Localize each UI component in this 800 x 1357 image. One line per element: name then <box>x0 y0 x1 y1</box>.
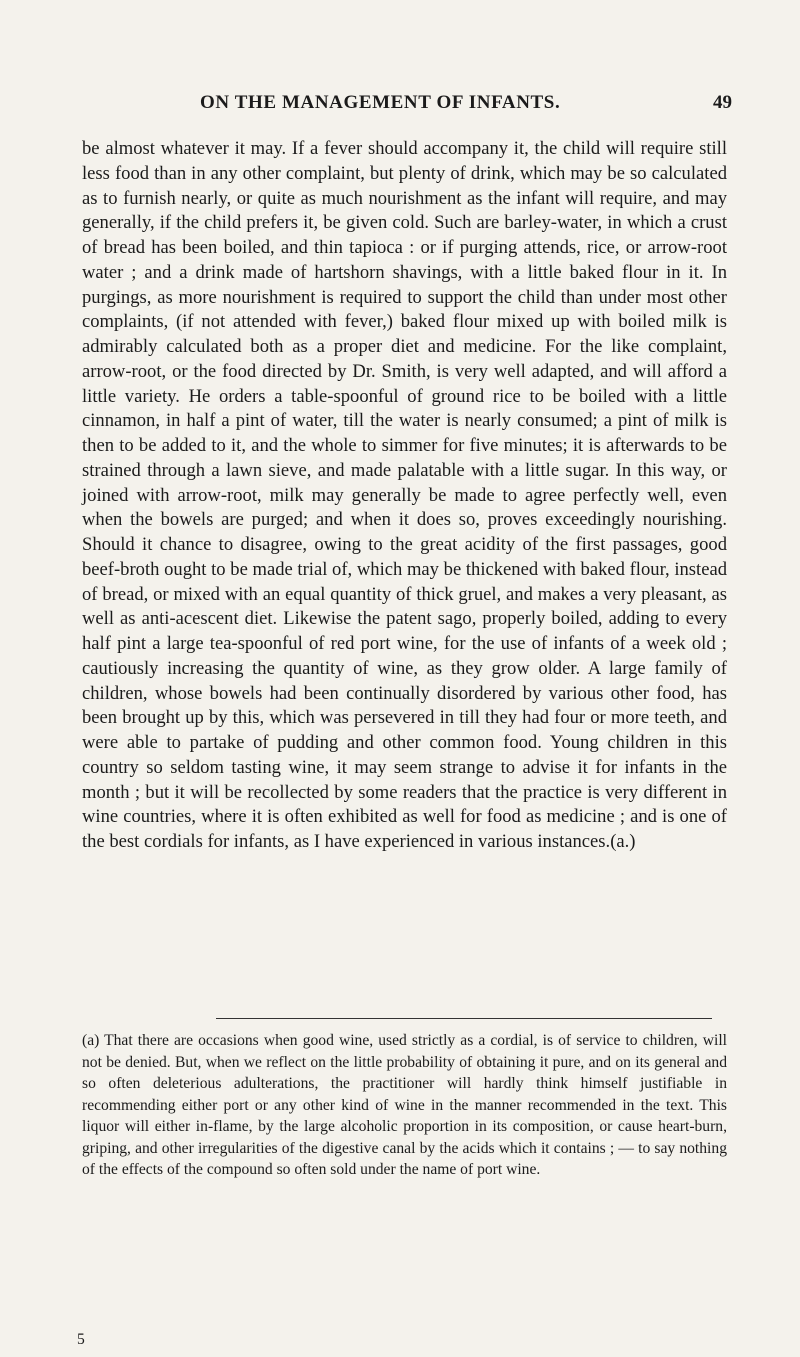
page-number: 49 <box>713 92 732 113</box>
footnote-divider <box>216 1018 712 1019</box>
running-head: ON THE MANAGEMENT OF INFANTS. <box>200 92 561 113</box>
footnote: (a) That there are occasions when good wine, used strictly as a cordial, is of service to children, will not be denied. But, when we reflect on the little probability of obtaining it pure, and on its general and so often deleterious adulterations, the practitioner will hardly think himself justifiable in recommending either port or any other kind of wine in the manner recommended in the text. This liquor will either in-flame, by the large alcoholic proportion in its composition, or cause heart-burn, griping, and other irregularities of the digestive canal by the acids which it contains ; — to say nothing of the effects of the compound so often sold under the name of port wine. <box>82 1032 727 1178</box>
page-header <box>200 92 760 118</box>
signature-mark: 5 <box>77 1331 85 1348</box>
body-paragraph: be almost whatever it may. If a fever should accompany it, the child will require still less food than in any other complaint, but plenty of drink, which may be so calculated as to furnish nearly, or quite as much nourishment as the infant will require, and may generally, if the child prefers it, be given cold. Such are barley-water, in which a crust of bread has been boiled, and thin tapioca : or if purging attends, rice, or arrow-root water ; and a drink made of hartshorn shavings, with a little baked flour in it. In purgings, as more nourishment is required to support the child than under most other complaints, (if not attended with fever,) baked flour mixed up with boiled milk is admirably calculated both as a proper diet and medicine. For the like complaint, arrow-root, or the food directed by Dr. Smith, is very well adapted, and will afford a little variety. He orders a table-spoonful of ground rice to be boiled with a little cinnamon, in half a pint of water, till the water is nearly consumed; a pint of milk is then to be added to it, and the whole to simmer for five minutes; it is afterwards to be strained through a lawn sieve, and made palatable with a little sugar. In this way, or joined with arrow-root, milk may generally be made to agree perfectly well, even when the bowels are purged; and when it does so, proves exceedingly nourishing. Should it chance to disagree, owing to the great acidity of the first passages, good beef-broth ought to be made trial of, which may be thickened with baked flour, instead of bread, or mixed with an equal quantity of thick gruel, and makes a very pleasant, as well as anti-acescent diet. Likewise the patent sago, properly boiled, adding to every half pint a large tea-spoonful of red port wine, for the use of infants of a week old ; cautiously increasing the quantity of wine, as they grow older. A large family of children, whose bowels had been continually disordered by various other food, has been brought up by this, which was persevered in till they had four or more teeth, and were able to partake of pudding and other common food. Young children in this country so seldom tasting wine, it may seem strange to advise it for infants in the month ; but it will be recollected by some readers that the practice is very different in wine countries, where it is often exhibited as well for food as medicine ; and is one of the best cordials for infants, as I have experienced in various instances.(a.) <box>82 138 727 852</box>
